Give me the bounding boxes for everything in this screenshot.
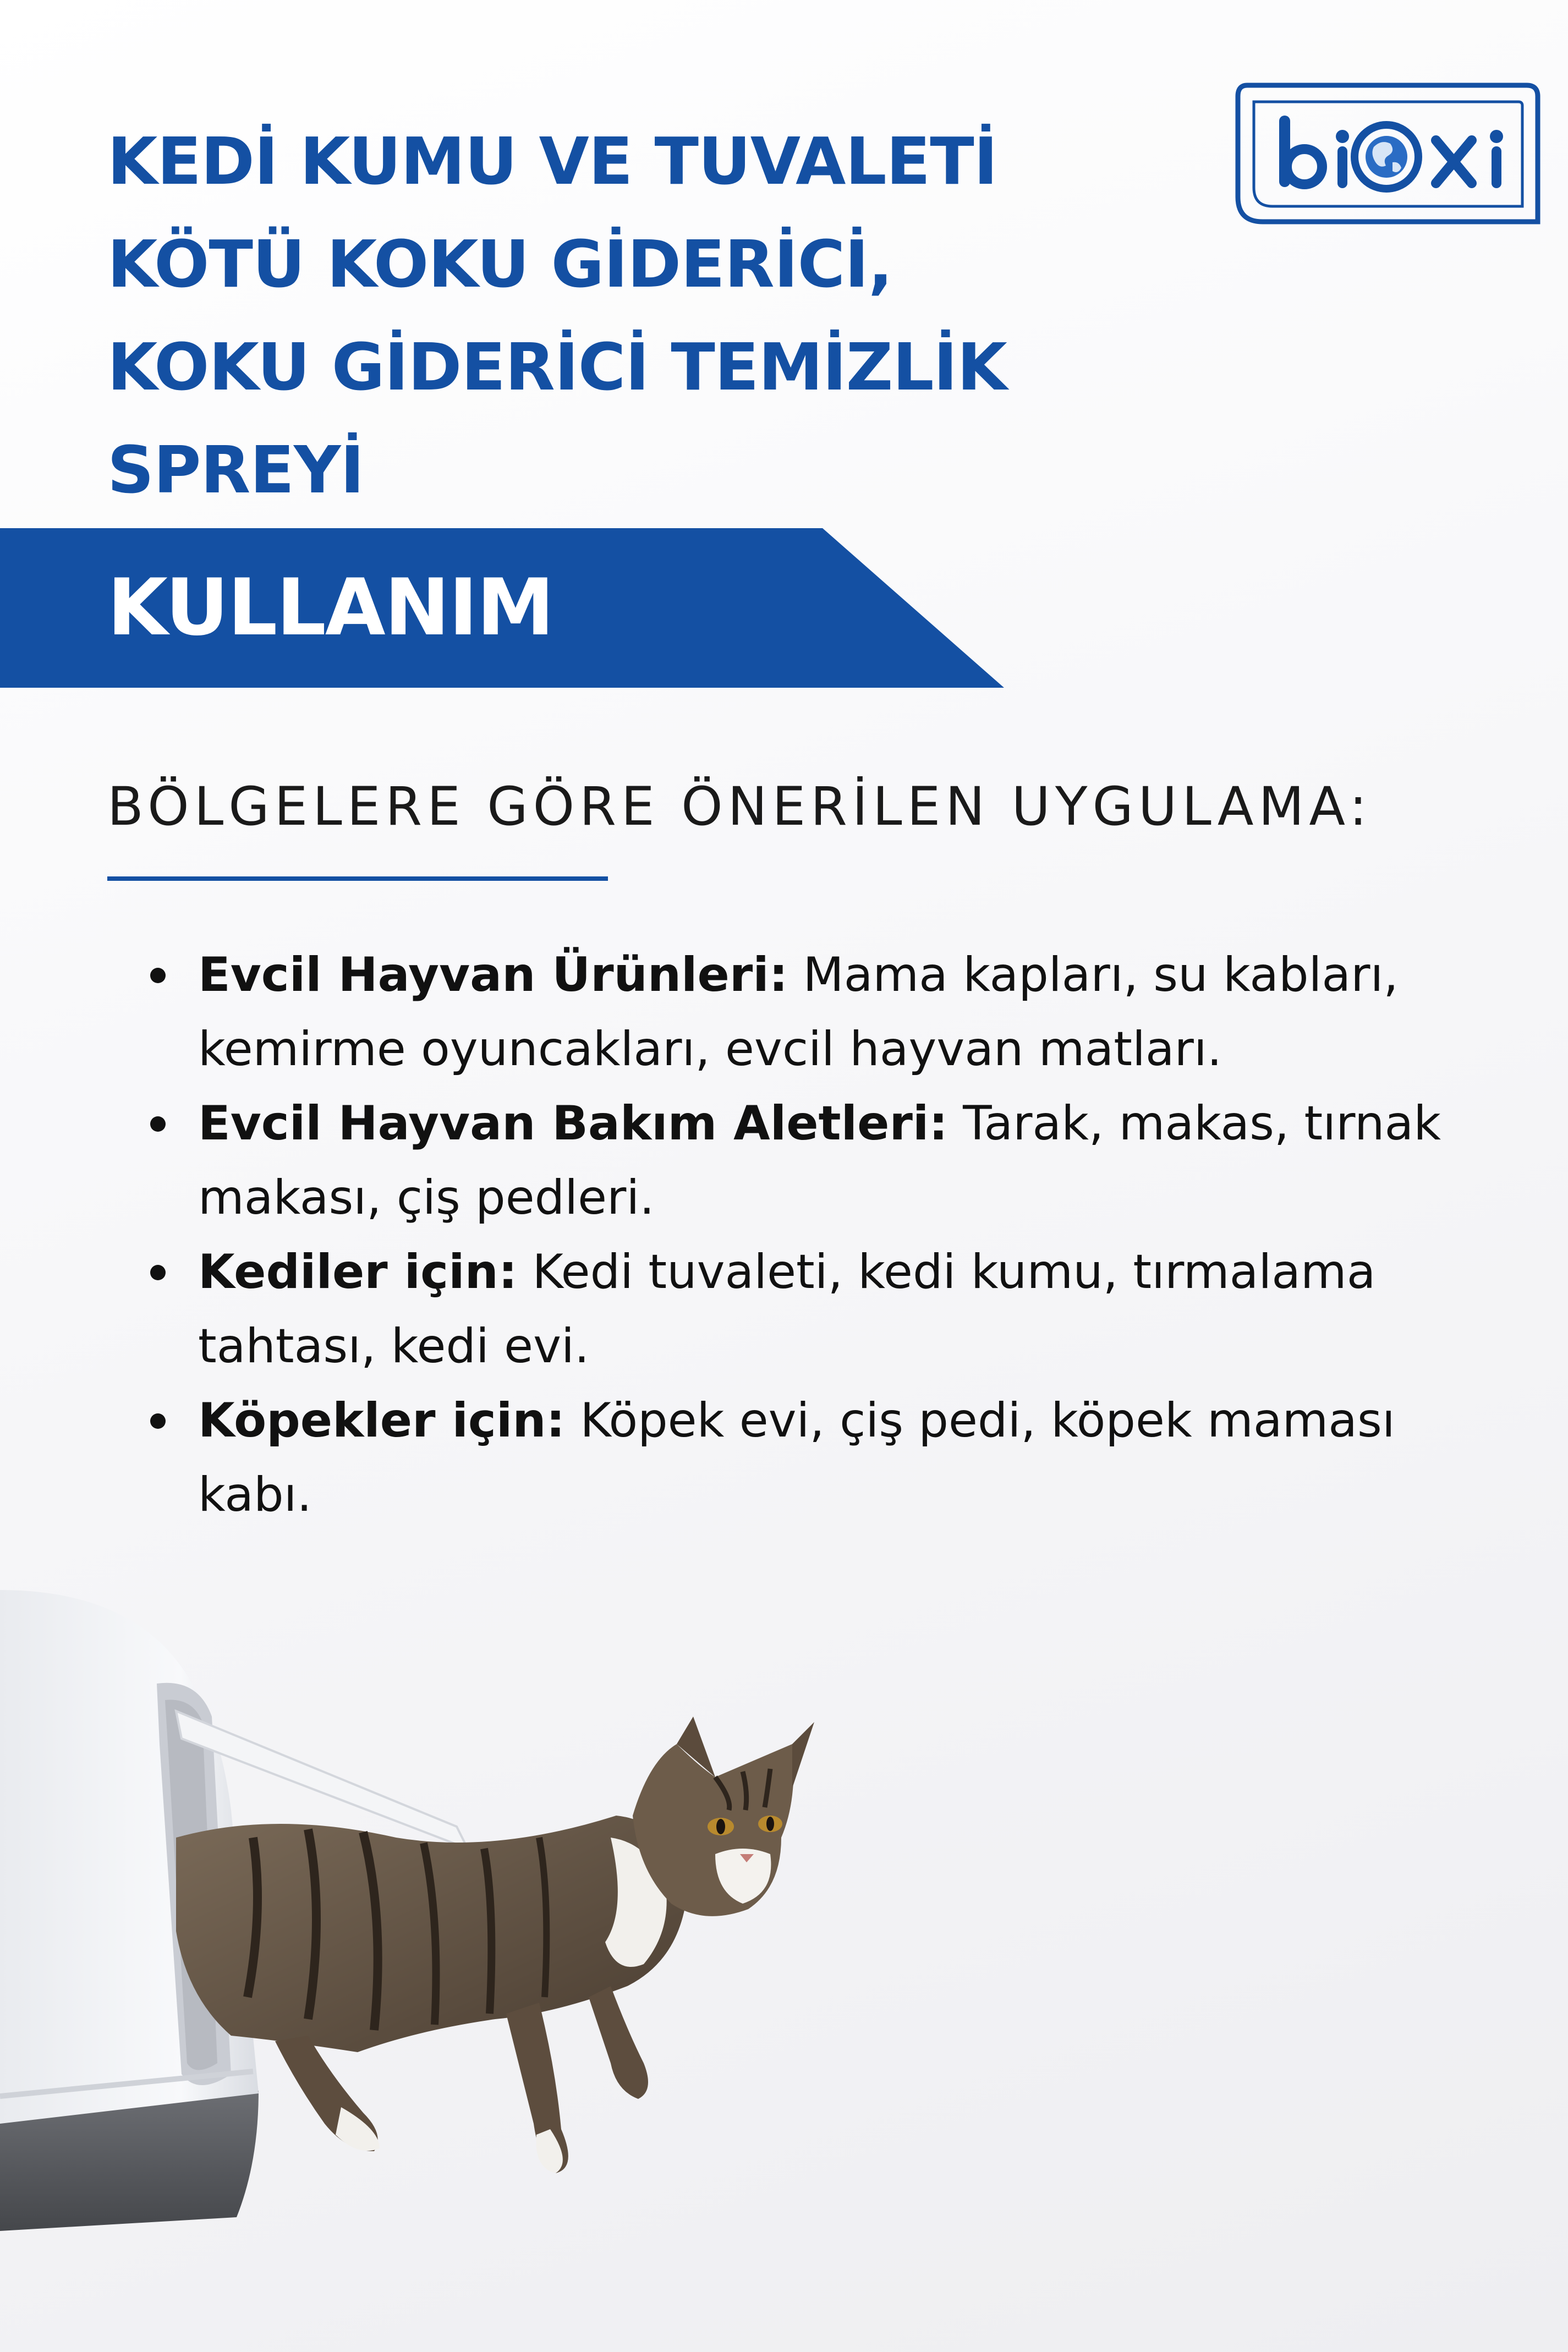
section-heading: KULLANIM — [107, 562, 553, 653]
list-item — [0, 1235, 1474, 1384]
bullet-icon — [150, 1116, 166, 1132]
usage-list — [0, 938, 1474, 1532]
item-text: Mama kapları, su kabları, kemirme oyuncakları, evcil hayvan matları. — [198, 947, 1399, 1077]
list-item — [0, 1384, 1474, 1532]
item-label: Evcil Hayvan Bakım Aletleri: — [198, 1096, 948, 1151]
item-text: Kedi tuvaleti, kedi kumu, tırmalama tahtası, kedi evi. — [198, 1244, 1376, 1374]
title-line: SPREYİ — [107, 432, 364, 508]
item-text: Köpek evi, çiş pedi, köpek maması kabı. — [198, 1393, 1395, 1522]
bullet-icon — [150, 968, 166, 983]
bioxi-logo — [1230, 80, 1543, 227]
subheading: BÖLGELERE GÖRE ÖNERİLEN UYGULAMA: — [107, 776, 1372, 837]
item-label: Kediler için: — [198, 1244, 518, 1300]
title-line: KOKU GİDERİCİ TEMİZLİK — [107, 329, 1007, 405]
globe-icon — [1355, 125, 1418, 189]
title-line: KEDİ KUMU VE TUVALETİ — [107, 123, 997, 199]
item-text: Tarak, makas, tırnak makası, çiş pedleri. — [198, 1096, 1441, 1225]
item-label: Köpekler için: — [198, 1393, 566, 1448]
item-label: Evcil Hayvan Ürünleri: — [198, 947, 788, 1002]
cat — [176, 1717, 814, 2173]
title-line: KÖTÜ KOKU GİDERİCİ, — [107, 226, 892, 302]
list-item — [0, 938, 1474, 1087]
bullet-icon — [150, 1413, 166, 1429]
list-item — [0, 1087, 1474, 1235]
page-title — [107, 110, 1087, 522]
subheading-underline — [107, 876, 608, 881]
cat-litter-box-image — [0, 1579, 891, 2239]
bullet-icon — [150, 1265, 166, 1280]
